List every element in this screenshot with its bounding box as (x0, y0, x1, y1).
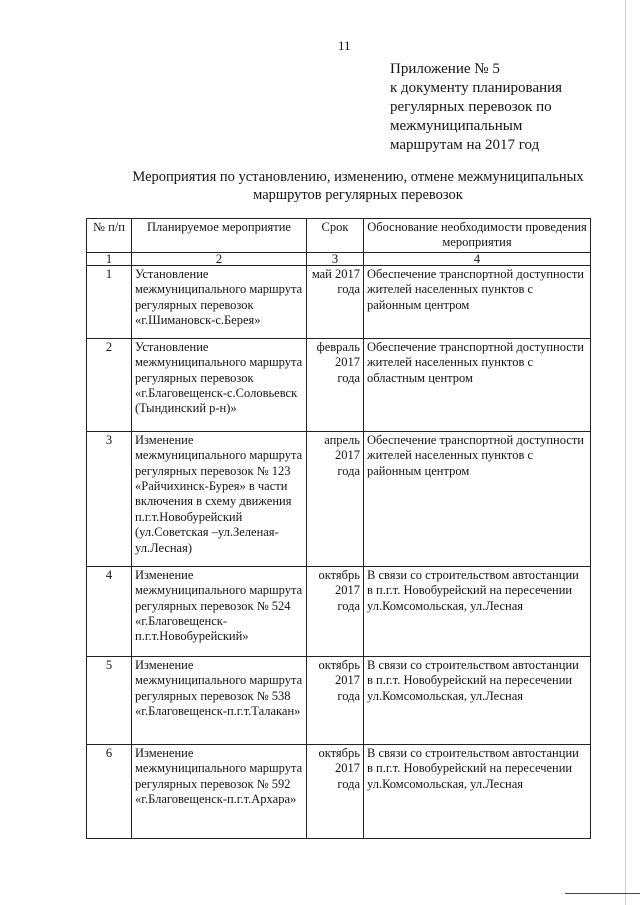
header-num: № п/п (87, 219, 132, 253)
header-activity: Планируемое мероприятие (132, 219, 307, 253)
title-line-2: маршрутов регулярных перевозок (253, 187, 463, 203)
appendix-line: межмуниципальным (390, 118, 523, 134)
row-activity: Изменение межмуниципального маршрута регулярных перевозок № 123 «Райчихинск-Бурея» в части включения в схему движения п.г.т.Новобурейский (ул.Советская –ул.Зеленая-ул.Лесная) (132, 431, 307, 566)
page-number: 11 (338, 38, 351, 53)
row-term: октябрь 2017 года (307, 656, 364, 744)
row-reason: В связи со строительством автостанции в п.г.т. Новобурейский на пересечении ул.Комсомольская, ул.Лесная (364, 566, 591, 656)
column-number: 4 (364, 252, 591, 265)
row-reason: В связи со строительством автостанции в п.г.т. Новобурейский на пересечении ул.Комсомольская, ул.Лесная (364, 656, 591, 744)
document-title (88, 168, 628, 204)
table-row (87, 338, 591, 431)
row-reason: Обеспечение транспортной доступности жителей населенных пунктов с районным центром (364, 265, 591, 338)
row-activity: Изменение межмуниципального маршрута регулярных перевозок № 592 «г.Благовещенск-п.г.т.Архара» (132, 744, 307, 838)
table-row (87, 566, 591, 656)
table-row (87, 744, 591, 838)
row-term: февраль 2017 года (307, 338, 364, 431)
header-row (87, 219, 591, 253)
row-term: октябрь 2017 года (307, 566, 364, 656)
row-term: апрель 2017 года (307, 431, 364, 566)
row-reason: Обеспечение транспортной доступности жителей населенных пунктов с районным центром (364, 431, 591, 566)
row-activity: Установление межмуниципального маршрута регулярных перевозок «г.Шимановск-с.Берея» (132, 265, 307, 338)
row-term: май 2017 года (307, 265, 364, 338)
appendix-line: маршрутам на 2017 год (390, 137, 540, 153)
appendix-header (390, 60, 625, 155)
row-reason: В связи со строительством автостанции в п.г.т. Новобурейский на пересечении ул.Комсомольская, ул.Лесная (364, 744, 591, 838)
row-activity: Изменение межмуниципального маршрута регулярных перевозок № 538 «г.Благовещенск-п.г.т.Талакан» (132, 656, 307, 744)
column-number: 1 (87, 252, 132, 265)
row-activity: Установление межмуниципального маршрута регулярных перевозок «г.Благовещенск-с.Соловьевск (Тындинский р-н)» (132, 338, 307, 431)
appendix-line: регулярных перевозок по (390, 99, 552, 115)
column-number: 3 (307, 252, 364, 265)
header-term: Срок (307, 219, 364, 253)
row-num: 1 (87, 265, 132, 338)
row-num: 2 (87, 338, 132, 431)
row-num: 6 (87, 744, 132, 838)
scan-bottom-line (565, 893, 640, 894)
appendix-line: Приложение № 5 (390, 61, 500, 77)
column-number-row (87, 252, 591, 265)
header-reason: Обоснование необходимости проведения мероприятия (364, 219, 591, 253)
table-row (87, 265, 591, 338)
table-row (87, 656, 591, 744)
row-term: октябрь 2017 года (307, 744, 364, 838)
row-num: 5 (87, 656, 132, 744)
row-num: 4 (87, 566, 132, 656)
row-num: 3 (87, 431, 132, 566)
row-activity: Изменение межмуниципального маршрута регулярных перевозок № 524 «г.Благовещенск-п.г.т.Новобурейский» (132, 566, 307, 656)
appendix-line: к документу планирования (390, 80, 563, 96)
title-line-1: Мероприятия по установлению, изменению, отмене межмуниципальных (132, 169, 584, 185)
row-reason: Обеспечение транспортной доступности жителей населенных пунктов с областным центром (364, 338, 591, 431)
measures-table (86, 218, 591, 839)
table-row (87, 431, 591, 566)
scan-edge-line (625, 0, 626, 905)
column-number: 2 (132, 252, 307, 265)
